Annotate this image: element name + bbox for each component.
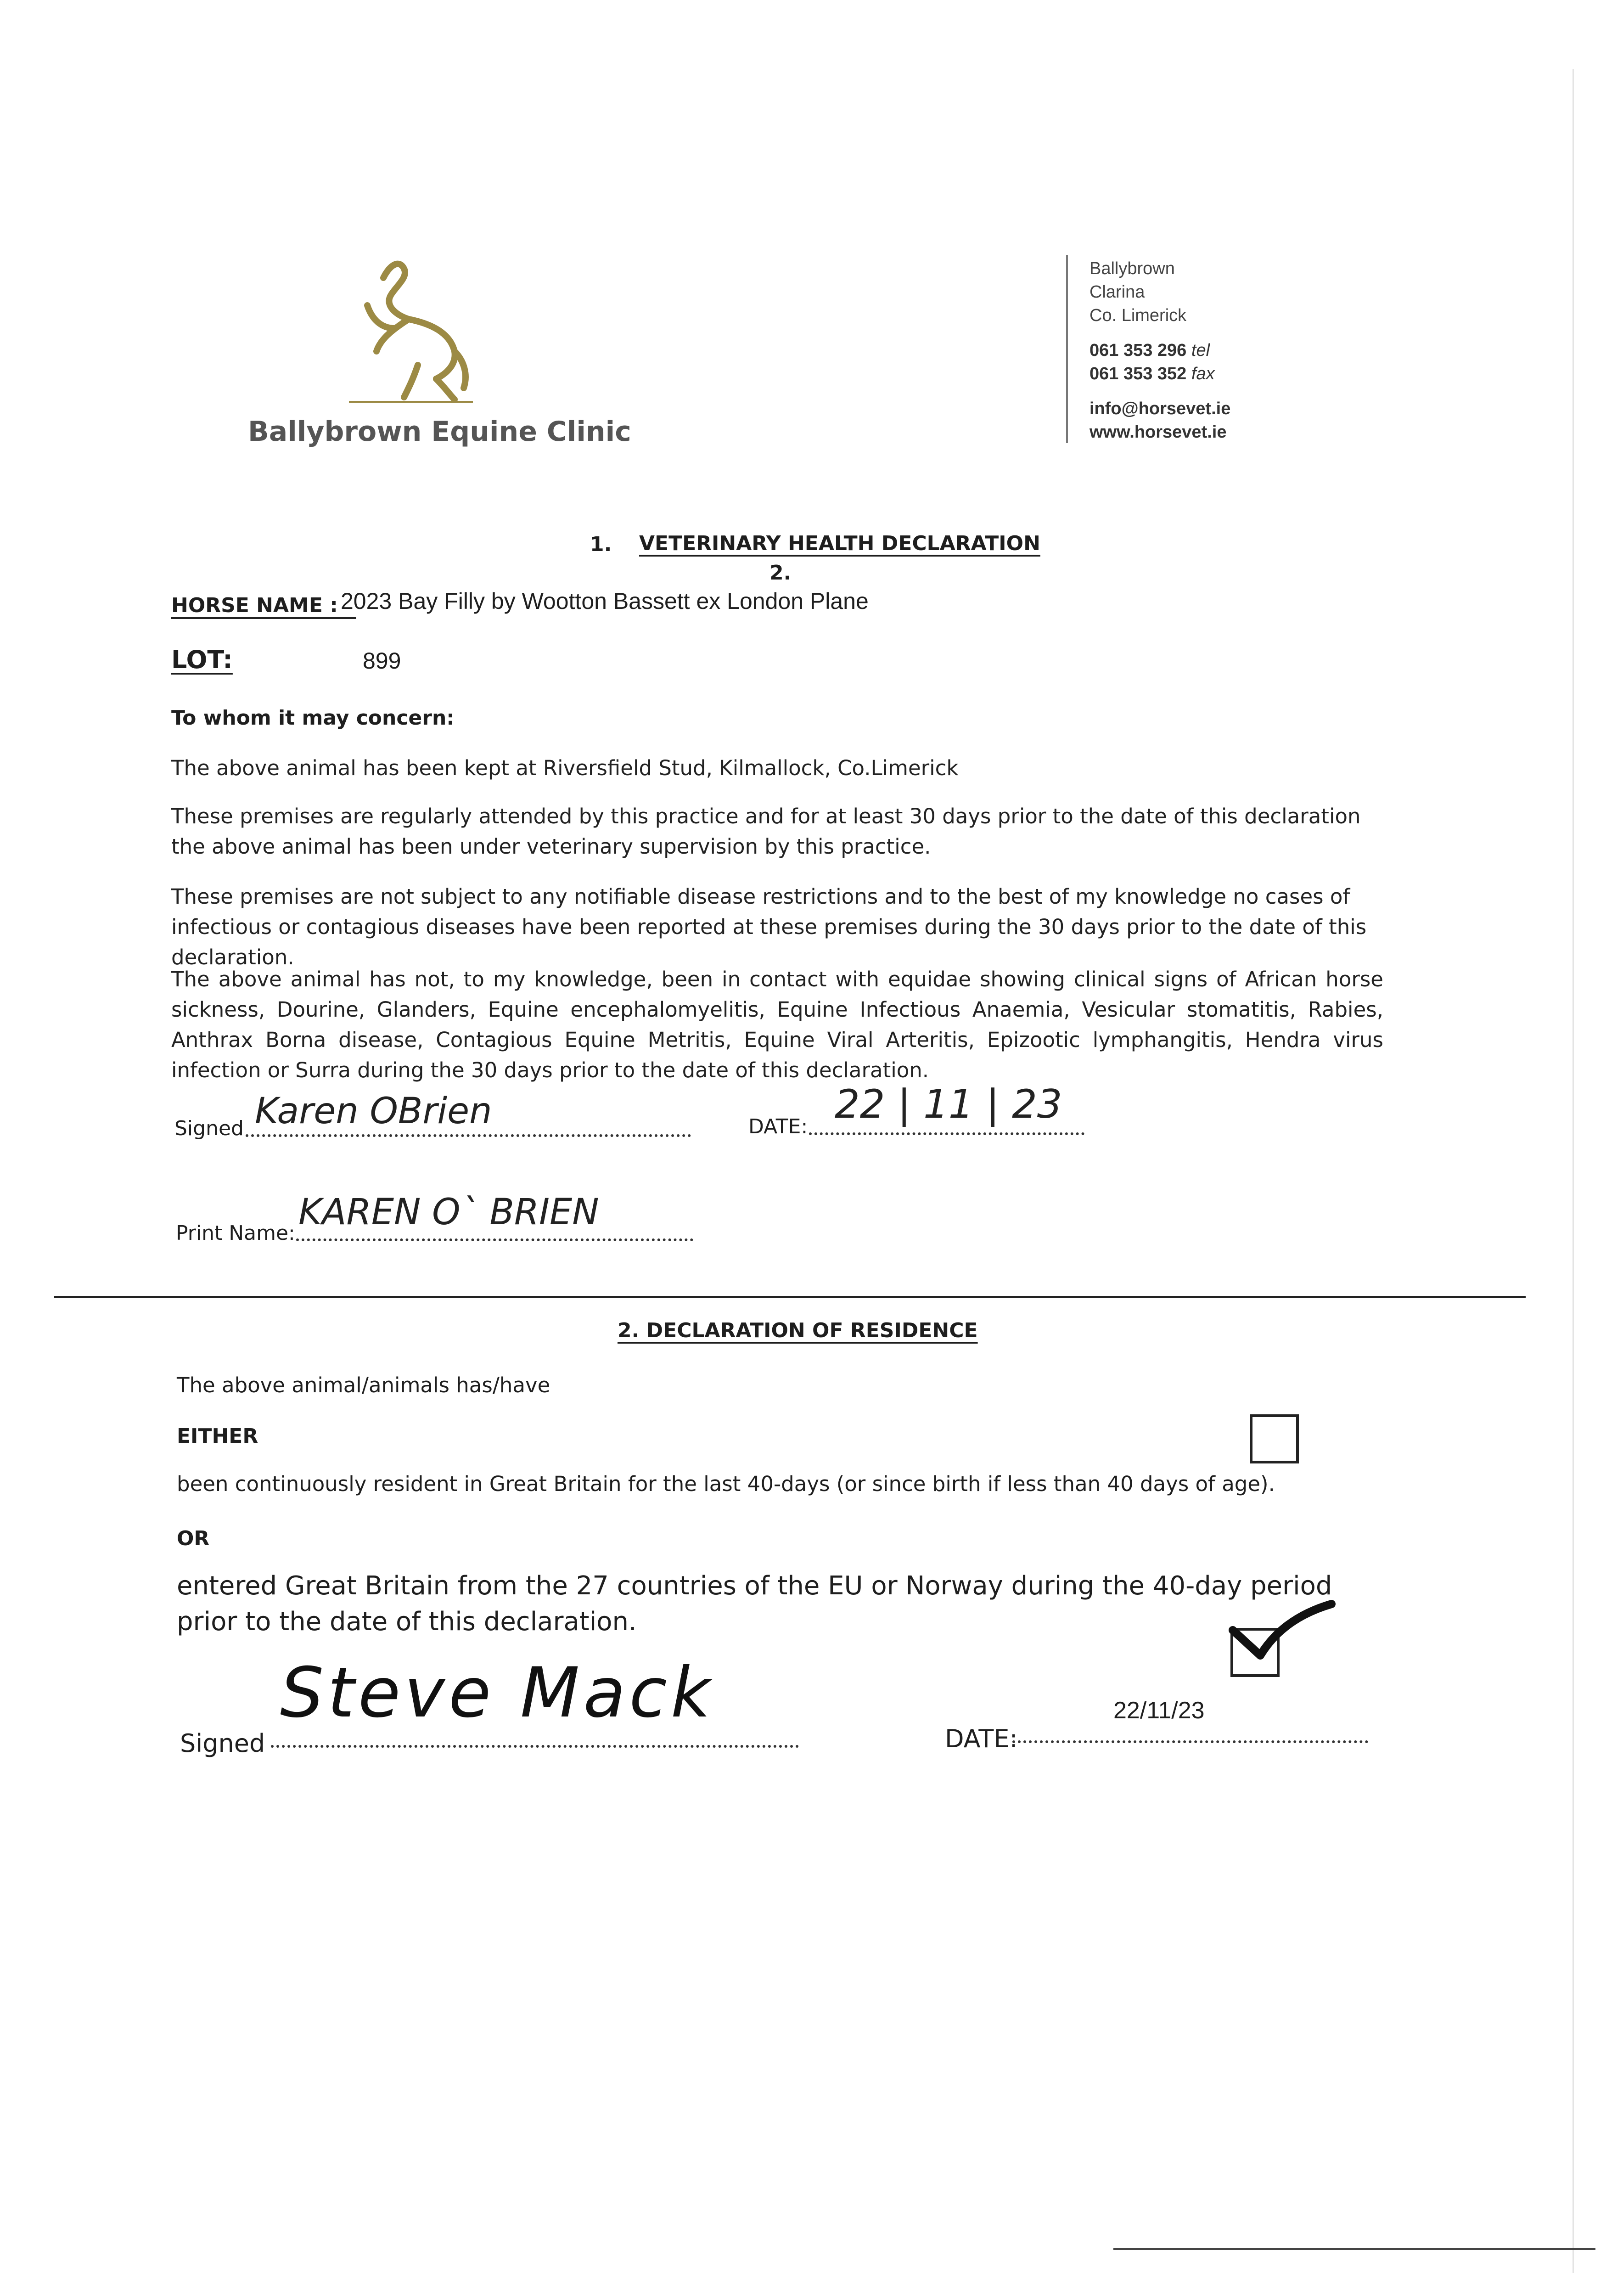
section-divider <box>54 1296 1526 1298</box>
print-name-label: Print Name: <box>176 1221 295 1245</box>
horse-name-label: HORSE NAME : <box>171 594 356 619</box>
checkbox-resident-gb[interactable] <box>1250 1414 1299 1463</box>
signature-karen: Karen OBrien <box>255 1091 492 1132</box>
print-name-handwritten: KAREN O` BRIEN <box>298 1192 599 1233</box>
fax-label: fax <box>1191 364 1215 383</box>
print-name-line <box>296 1238 693 1241</box>
date-line-2 <box>1012 1740 1368 1743</box>
section1-subnumber: 2. <box>769 561 792 585</box>
section1-number: 1. <box>590 533 612 556</box>
residence-intro: The above animal/animals has/have <box>177 1373 550 1397</box>
signature-line-1 <box>246 1134 691 1137</box>
rearing-horse-logo-icon <box>340 250 477 406</box>
date-line-1 <box>809 1132 1084 1135</box>
signature-steve: Steve Mack <box>280 1653 714 1733</box>
or-label: OR <box>177 1527 210 1550</box>
scan-edge-right <box>1572 69 1574 2273</box>
section1-title: VETERINARY HEALTH DECLARATION <box>639 532 1040 555</box>
clinic-address <box>1089 257 1230 444</box>
address-line-3: Co. Limerick <box>1089 306 1187 325</box>
signed-label-1: Signed <box>174 1117 244 1140</box>
date-handwritten-1: 22 | 11 | 23 <box>835 1081 1062 1127</box>
phone-line <box>1089 339 1230 362</box>
website-link[interactable]: www.horsevet.ie <box>1089 422 1227 442</box>
tel-label: tel <box>1191 341 1210 360</box>
section2-title: 2. DECLARATION OF RESIDENCE <box>618 1319 978 1342</box>
lot-label: LOT: <box>171 645 233 674</box>
signature-line-2 <box>271 1745 799 1748</box>
date-label-2: DATE: <box>945 1724 1018 1753</box>
either-label: EITHER <box>177 1424 258 1448</box>
tel-number: 061 353 296 <box>1089 341 1187 360</box>
fax-number: 061 353 352 <box>1089 364 1187 383</box>
clinic-logo <box>340 250 477 406</box>
email-link[interactable]: info@horsevet.ie <box>1089 399 1231 418</box>
fax-line <box>1089 362 1230 386</box>
letterhead-divider <box>1066 255 1068 443</box>
address-line-1: Ballybrown <box>1089 259 1175 278</box>
clinic-name: Ballybrown Equine Clinic <box>248 416 631 448</box>
signed-label-2: Signed <box>180 1729 265 1758</box>
option-resident-gb: been continuously resident in Great Britain for the last 40-days (or since birth if less than 40 days of age). <box>177 1472 1275 1496</box>
paragraph-no-restrictions: These premises are not subject to any notifiable disease restrictions and to the best of my knowledge no cases of infectious or contagious diseases have been reported at these premises during the 30 days prior to the date of this declaration. <box>171 884 1367 969</box>
date-label-1: DATE: <box>748 1115 808 1138</box>
paragraph-supervision: These premises are regularly attended by this practice and for at least 30 days prior to the date of this declaration the above animal has been under veterinary supervision by this practice. <box>171 804 1361 859</box>
scan-edge-bottom <box>1113 2248 1595 2250</box>
paragraph-kept-at: The above animal has been kept at Riversfield Stud, Kilmallock, Co.Limerick <box>171 756 959 780</box>
check-mark-icon <box>1224 1596 1338 1665</box>
lot-value: 899 <box>363 648 401 674</box>
date-value-2: 22/11/23 <box>1113 1697 1205 1724</box>
option-entered-gb: entered Great Britain from the 27 countries of the EU or Norway during the 40-day period prior to the date of this declaration. <box>177 1571 1332 1637</box>
address-line-2: Clarina <box>1089 282 1145 302</box>
horse-name-value: 2023 Bay Filly by Wootton Bassett ex London Plane <box>341 588 869 614</box>
salutation: To whom it may concern: <box>171 706 455 730</box>
paragraph-no-contact: The above animal has not, to my knowledge, been in contact with equidae showing clinical signs of African horse sickness, Dourine, Glanders, Equine encephalomyelitis, Equine Infectious Anaemia, Vesicular stomatitis, Rabies, Anthrax Borna disease, Contagious Equine Metritis, Equine Viral Arteritis, Epizootic lymphangitis, Hendra virus infection or Surra during the 30 days prior to the date of this declaration. <box>171 967 1383 1082</box>
